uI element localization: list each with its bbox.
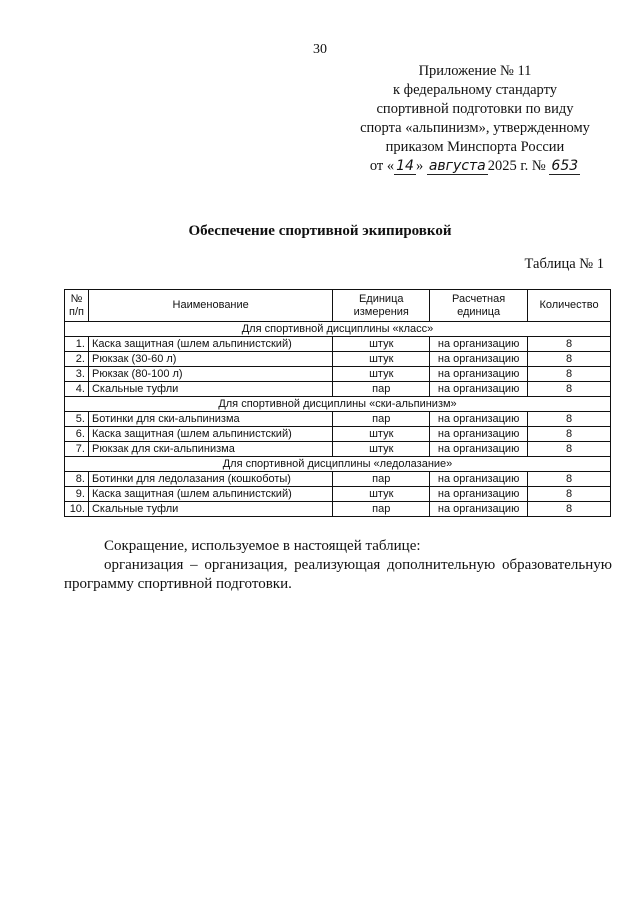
date-prefix: от «	[369, 158, 395, 174]
section-title: Для спортивной дисциплины «класс»	[65, 322, 611, 337]
cell-unit: пар	[333, 412, 430, 427]
appendix-line: спорта «альпинизм», утвержденному	[360, 120, 590, 136]
cell-qty: 8	[528, 337, 611, 352]
cell-num: 3.	[65, 367, 89, 382]
cell-name: Каска защитная (шлем альпинистский)	[88, 427, 332, 442]
table-row	[65, 352, 611, 367]
cell-unit: штук	[333, 442, 430, 457]
cell-name: Рюкзак (30-60 л)	[88, 352, 332, 367]
quote-close: »	[415, 158, 424, 174]
year-text: 2025 г. №	[487, 158, 546, 174]
cell-unit: пар	[333, 502, 430, 517]
header-unit: Единица измерения	[333, 290, 430, 322]
table-row	[65, 382, 611, 397]
section-title: Для спортивной дисциплины «ледолазание»	[65, 457, 611, 472]
table-row	[65, 427, 611, 442]
cell-name: Скальные туфли	[88, 382, 332, 397]
cell-unit: штук	[333, 337, 430, 352]
cell-unit: штук	[333, 367, 430, 382]
cell-unit: штук	[333, 352, 430, 367]
cell-name: Каска защитная (шлем альпинистский)	[88, 337, 332, 352]
cell-calc: на организацию	[430, 382, 528, 397]
section-row	[65, 457, 611, 472]
cell-qty: 8	[528, 382, 611, 397]
table-row	[65, 442, 611, 457]
cell-unit: штук	[333, 487, 430, 502]
cell-calc: на организацию	[430, 427, 528, 442]
footnote-definition: организация – организация, реализующая дополнительную образовательную программу спортивной подготовки.	[64, 557, 612, 592]
handwritten-day: 14	[396, 158, 414, 174]
cell-num: 10.	[65, 502, 89, 517]
cell-qty: 8	[528, 502, 611, 517]
cell-qty: 8	[528, 367, 611, 382]
appendix-line: приказом Минспорта России	[385, 139, 565, 155]
cell-num: 9.	[65, 487, 89, 502]
cell-calc: на организацию	[430, 442, 528, 457]
page-number: 30	[313, 42, 327, 57]
appendix-header	[330, 62, 620, 176]
footnote	[64, 537, 612, 594]
section-row	[65, 322, 611, 337]
cell-num: 5.	[65, 412, 89, 427]
appendix-line: к федеральному стандарту	[393, 82, 557, 98]
table-row	[65, 502, 611, 517]
handwritten-order-number: 653	[551, 158, 579, 174]
cell-calc: на организацию	[430, 367, 528, 382]
cell-calc: на организацию	[430, 412, 528, 427]
cell-name: Каска защитная (шлем альпинистский)	[88, 487, 332, 502]
cell-calc: на организацию	[430, 337, 528, 352]
cell-calc: на организацию	[430, 472, 528, 487]
cell-qty: 8	[528, 427, 611, 442]
cell-qty: 8	[528, 412, 611, 427]
cell-num: 8.	[65, 472, 89, 487]
header-calc-unit: Расчетная единица	[430, 290, 528, 322]
approval-date-line	[330, 157, 620, 176]
cell-calc: на организацию	[430, 352, 528, 367]
cell-qty: 8	[528, 352, 611, 367]
cell-calc: на организацию	[430, 487, 528, 502]
cell-name: Ботинки для ледолазания (кошкоботы)	[88, 472, 332, 487]
header-qty: Количество	[528, 290, 611, 322]
equipment-table	[64, 289, 611, 517]
table-label: Таблица № 1	[524, 256, 604, 272]
section-row	[65, 397, 611, 412]
cell-unit: пар	[333, 382, 430, 397]
cell-name: Рюкзак (80-100 л)	[88, 367, 332, 382]
table-row	[65, 337, 611, 352]
cell-num: 1.	[65, 337, 89, 352]
table-header-row	[65, 290, 611, 322]
cell-qty: 8	[528, 487, 611, 502]
appendix-title: Приложение № 11	[418, 63, 532, 79]
cell-name: Ботинки для ски-альпинизма	[88, 412, 332, 427]
cell-qty: 8	[528, 472, 611, 487]
header-num: № п/п	[65, 290, 89, 322]
cell-name: Скальные туфли	[88, 502, 332, 517]
cell-num: 6.	[65, 427, 89, 442]
section-title: Для спортивной дисциплины «ски-альпинизм»	[65, 397, 611, 412]
cell-calc: на организацию	[430, 502, 528, 517]
handwritten-month: августа	[428, 158, 486, 174]
footnote-intro: Сокращение, используемое в настоящей таблице:	[104, 538, 421, 554]
appendix-line: спортивной подготовки по виду	[376, 101, 574, 117]
cell-num: 4.	[65, 382, 89, 397]
cell-unit: штук	[333, 427, 430, 442]
cell-unit: пар	[333, 472, 430, 487]
table-row	[65, 412, 611, 427]
table-row	[65, 367, 611, 382]
cell-qty: 8	[528, 442, 611, 457]
table-row	[65, 487, 611, 502]
header-name: Наименование	[88, 290, 332, 322]
document-title: Обеспечение спортивной экипировкой	[188, 223, 452, 239]
table-row	[65, 472, 611, 487]
cell-name: Рюкзак для ски-альпинизма	[88, 442, 332, 457]
cell-num: 2.	[65, 352, 89, 367]
cell-num: 7.	[65, 442, 89, 457]
